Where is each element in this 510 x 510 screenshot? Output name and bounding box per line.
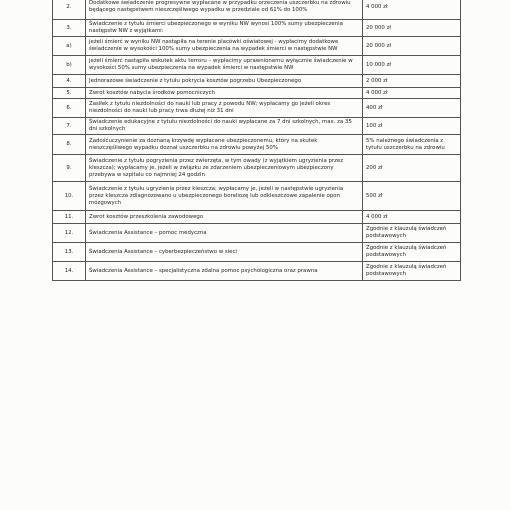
row-amount: 200 zł [363,155,461,182]
table-row [53,211,461,224]
row-amount: 2 000 zł [363,75,461,88]
table-row [53,118,461,135]
row-number: 9. [53,155,86,182]
row-amount: 400 zł [363,99,461,118]
table-row [53,88,461,99]
table-row [53,37,461,56]
row-amount: Zgodnie z klauzulą świadczeń podstawowych [363,224,461,243]
table-row [53,243,461,262]
row-number: 3. [53,20,86,37]
row-number: 7. [53,118,86,135]
table-row [53,262,461,281]
row-number: 8. [53,135,86,155]
table-row [53,20,461,37]
table-row [53,56,461,75]
table-row [53,224,461,243]
table-row [53,0,461,20]
row-amount: Zgodnie z klauzulą świadczeń podstawowych [363,243,461,262]
row-description: Zwrot kosztów nabycia środków pomocniczych [86,88,363,99]
row-amount: 500 zł [363,182,461,211]
row-description: Świadczenie z tytułu pogryzienia przez zwierzęta, w tym owady (z wyjątkiem ugryzienia przez kleszcza); wypłacamy je, jeżeli w związku ze zdarzeniem ubezpieczeniowym ubezpieczony przebywa w szpitalu co najmniej 24 godzin [86,155,363,182]
row-number: 10. [53,182,86,211]
row-description: Zwrot kosztów przeszkolenia zawodowego [86,211,363,224]
row-description: Świadczenia Assistance – specjalistyczna zdalna pomoc psychologiczna oraz prawna [86,262,363,281]
row-number: 13. [53,243,86,262]
row-number: 12. [53,224,86,243]
row-number: 11. [53,211,86,224]
row-description: Dodatkowe świadczenie progresywne wypłacane w przypadku orzeczenia uszczerbku na zdrowiu będącego następstwem nieszczęśliwego wypadku w przedziale od 61% do 100% [86,0,363,20]
row-amount: 4 000 zł [363,211,461,224]
table-row [53,99,461,118]
row-amount: 4 000 zł [363,0,461,20]
table-row [53,75,461,88]
row-amount: 5% należnego świadczenia z tytułu uszczerbku na zdrowiu [363,135,461,155]
row-number: 2. [53,0,86,20]
row-description: Świadczenie z tytułu śmierci ubezpieczonego w wyniku NW wynosi 100% sumy ubezpieczenia następstw NW z wyjątkami: [86,20,363,37]
row-description: Zasiłek z tytułu niezdolności do nauki lub pracy z powodu NW; wypłacamy go jeżeli okres niezdolności do nauki lub pracy trwa dłużej niż 31 dni [86,99,363,118]
row-number: 5. [53,88,86,99]
table-row [53,135,461,155]
row-amount: Zgodnie z klauzulą świadczeń podstawowych [363,262,461,281]
row-amount: 100 zł [363,118,461,135]
table-row [53,155,461,182]
row-description: Zadośćuczynienie za doznaną krzywdę wypłacane ubezpieczonemu, który na skutek nieszczęśliwego wypadku doznał uszczerbku na zdrowiu powyżej 50% [86,135,363,155]
row-description: Świadczenia Assistance – cyberbezpieczeństwo w sieci [86,243,363,262]
row-amount: 10 000 zł [363,56,461,75]
row-number: 14. [53,262,86,281]
row-description: Świadczenie z tytułu ugryzienia przez kleszcza; wypłacamy je, jeżeli w następstwie ugryzienia przez kleszcza zdiagnozowano u ubezpieczonego boreliozę lub odkleszczowe zapalenie opon mózgowych [86,182,363,211]
row-number: b) [53,56,86,75]
benefits-table [52,0,461,281]
row-description: Jednorazowe świadczenie z tytułu pokrycia kosztów pogrzebu Ubezpieczonego [86,75,363,88]
row-amount: 20 000 zł [363,37,461,56]
row-description: Świadczenie edukacyjne z tytułu niezdolności do nauki wypłacane za 7 dni szkolnych, max. za 35 dni szkolnych [86,118,363,135]
row-description: jeżeli śmierć nastąpiła wskutek aktu terroru – wypłacimy uprawnionemu wyłącznie świadczenie w wysokości 50% sumy ubezpieczenia na wypadek śmierci w następstwie NW [86,56,363,75]
row-number: 6. [53,99,86,118]
row-amount: 20 000 zł [363,20,461,37]
row-amount: 4 000 zł [363,88,461,99]
row-description: Świadczenia Assistance – pomoc medyczna [86,224,363,243]
row-description: jeżeli śmierć w wyniku NW nastąpiła na terenie placówki oświatowej - wypłacimy dodatkowe świadczenie w wysokości 100% sumy ubezpieczenia na wypadek śmierci w następstwie NW [86,37,363,56]
row-number: a) [53,37,86,56]
table-row [53,182,461,211]
row-number: 4. [53,75,86,88]
